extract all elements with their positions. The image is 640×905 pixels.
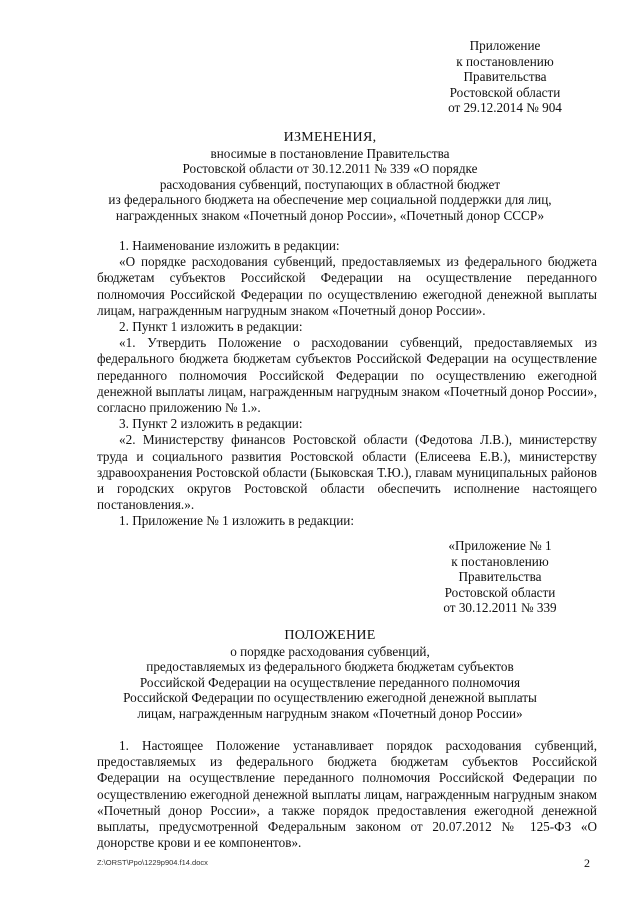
appendix-line: Правительства <box>458 569 542 584</box>
paragraph: «О порядке расходования субвенций, предоставляемых из федерального бюджета бюджетам субъектов Российской Федерации на осуществление переданного полномочия Российской Федерации по осуществлению ежегодной денежной выплаты лицам, награжденным нагрудным знаком «Почетный донор России». <box>97 254 597 318</box>
appendix-header <box>430 38 580 116</box>
changes-subtitle-line: расходования субвенций, поступающих в областной бюджет <box>159 176 501 192</box>
changes-subtitle-line: вносимые в постановление Правительства <box>210 145 450 161</box>
paragraph: 3. Пункт 2 изложить в редакции: <box>119 416 303 432</box>
paragraph: 1. Приложение № 1 изложить в редакции: <box>119 513 354 529</box>
changes-heading <box>70 130 590 223</box>
changes-subtitle-line: Ростовской области от 30.12.2011 № 339 «О порядке <box>182 161 478 176</box>
paragraph: 2. Пункт 1 изложить в редакции: <box>119 319 303 335</box>
appendix-line: Правительства <box>463 69 547 84</box>
paragraph: 1. Наименование изложить в редакции: <box>119 238 340 253</box>
regulation-heading <box>70 628 590 721</box>
changes-subtitle-line: из федерального бюджета на обеспечение мер социальной поддержки для лиц, <box>108 192 552 207</box>
regulation-subtitle-line: лицам, награжденным нагрудным знаком «Почетный донор России» <box>137 705 523 721</box>
paragraph: 1. Настоящее Положение устанавливает порядок расходования субвенций, предоставляемых из федерального бюджета бюджетам субъектов Российской Федерации на осуществление переданного полномочия Российской Федерации по осуществлению ежегодной денежной выплаты лицам, награжденным нагрудным знаком «Почетный донор России», а также порядок предоставления ежегодной денежной выплаты, предусмотренной Федеральным законом от 20.07.2012 № 125-ФЗ «О донорстве крови и ее компонентов». <box>97 738 597 851</box>
regulation-subtitle-line: предоставляемых из федерального бюджета бюджетам субъектов <box>146 659 514 674</box>
appendix-line: к постановлению <box>451 553 549 569</box>
appendix-line: Ростовской области <box>444 584 556 600</box>
regulation-body <box>97 738 597 851</box>
page-number: 2 <box>584 856 590 870</box>
regulation-subtitle-line: Российской Федерации по осуществлению ежегодной денежной выплаты <box>123 690 537 705</box>
inner-appendix-header <box>420 538 580 616</box>
appendix-line: от 30.12.2011 № 339 <box>443 600 557 615</box>
appendix-line: «Приложение № 1 <box>448 538 552 553</box>
regulation-subtitle-line: Российской Федерации на осуществление переданного полномочия <box>139 674 521 690</box>
changes-body <box>97 238 597 530</box>
appendix-line: от 29.12.2014 № 904 <box>448 100 562 115</box>
file-path: Z:\ORST\Ppo\1229p904.f14.docx <box>97 858 208 867</box>
changes-subtitle-line: награжденных знаком «Почетный донор России», «Почетный донор СССР» <box>115 207 545 223</box>
appendix-line: Ростовской области <box>449 84 561 100</box>
regulation-subtitle-line: о порядке расходования субвенций, <box>230 643 430 659</box>
appendix-line: Приложение <box>469 38 541 53</box>
paragraph: «1. Утвердить Положение о расходовании субвенций, предоставляемых из федерального бюджета бюджетам субъектов Российской Федерации на осуществление переданного полномочия Российской Федерации по осуществлению ежегодной денежной выплаты лицам, награжденным нагрудным знаком «Почетный донор России», согласно приложению № 1.». <box>97 335 597 416</box>
paragraph: «2. Министерству финансов Ростовской области (Федотова Л.В.), министерству труда и социального развития Ростовской области (Елисеева Е.В.), министерству здравоохранения Ростовской области (Быковская Т.Ю.), главам муниципальных районов и городских округов Ростовской области обеспечить исполнение настоящего постановления.». <box>97 432 597 513</box>
regulation-title: ПОЛОЖЕНИЕ <box>284 628 376 643</box>
appendix-line: к постановлению <box>456 53 554 69</box>
changes-title: ИЗМЕНЕНИЯ, <box>283 130 377 145</box>
